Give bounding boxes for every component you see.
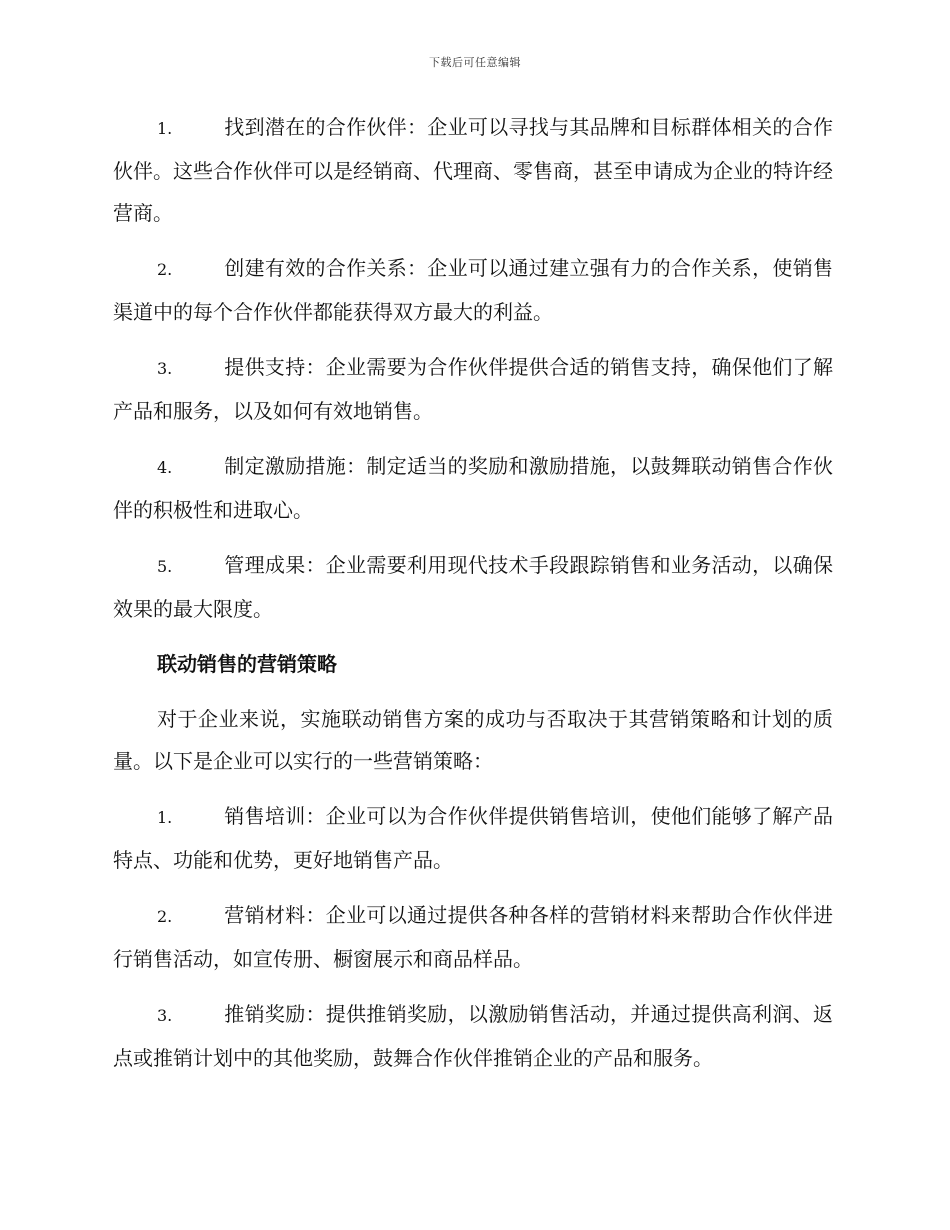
list-number: 2. <box>157 260 173 279</box>
list-text: 营销材料：企业可以通过提供各种各样的营销材料来帮助合作伙伴进行销售活动，如宣传册、橱窗展示和商品样品。 <box>113 903 833 971</box>
list-text: 制定激励措施：制定适当的奖励和激励措施，以鼓舞联动销售合作伙伴的积极性和进取心。 <box>113 454 833 522</box>
list-number: 3. <box>157 1006 173 1025</box>
page-header: 下载后可任意编辑 <box>429 56 521 69</box>
list-number: 4. <box>157 458 173 477</box>
list-item <box>113 445 833 531</box>
document-body <box>113 106 833 1092</box>
list-item <box>113 993 833 1079</box>
list-text: 提供支持：企业需要为合作伙伴提供合适的销售支持，确保他们了解产品和服务，以及如何有效地销售。 <box>113 355 833 423</box>
list-item <box>113 247 833 333</box>
list-text: 找到潜在的合作伙伴：企业可以寻找与其品牌和目标群体相关的合作伙伴。这些合作伙伴可以是经销商、代理商、零售商，甚至申请成为企业的特许经营商。 <box>113 115 833 225</box>
list-number: 3. <box>157 359 173 378</box>
list-text: 推销奖励：提供推销奖励，以激励销售活动，并通过提供高利润、返点或推销计划中的其他奖励，鼓舞合作伙伴推销企业的产品和服务。 <box>113 1002 833 1070</box>
list-number: 1. <box>157 119 173 138</box>
list-item <box>113 795 833 881</box>
list-text: 创建有效的合作关系：企业可以通过建立强有力的合作关系，使销售渠道中的每个合作伙伴都能获得双方最大的利益。 <box>113 256 833 324</box>
list-number: 5. <box>157 557 173 576</box>
list-number: 1. <box>157 808 173 827</box>
list-item <box>113 544 833 630</box>
section-intro: 对于企业来说，实施联动销售方案的成功与否取决于其营销策略和计划的质量。以下是企业可以实行的一些营销策略： <box>113 707 833 773</box>
list-item <box>113 346 833 432</box>
list-item <box>113 106 833 234</box>
list-text: 管理成果：企业需要利用现代技术手段跟踪销售和业务活动，以确保效果的最大限度。 <box>113 553 833 621</box>
section-heading: 联动销售的营销策略 <box>157 652 337 676</box>
list-item <box>113 894 833 980</box>
list-number: 2. <box>157 907 173 926</box>
list-text: 销售培训：企业可以为合作伙伴提供销售培训，使他们能够了解产品特点、功能和优势，更好地销售产品。 <box>113 804 833 872</box>
